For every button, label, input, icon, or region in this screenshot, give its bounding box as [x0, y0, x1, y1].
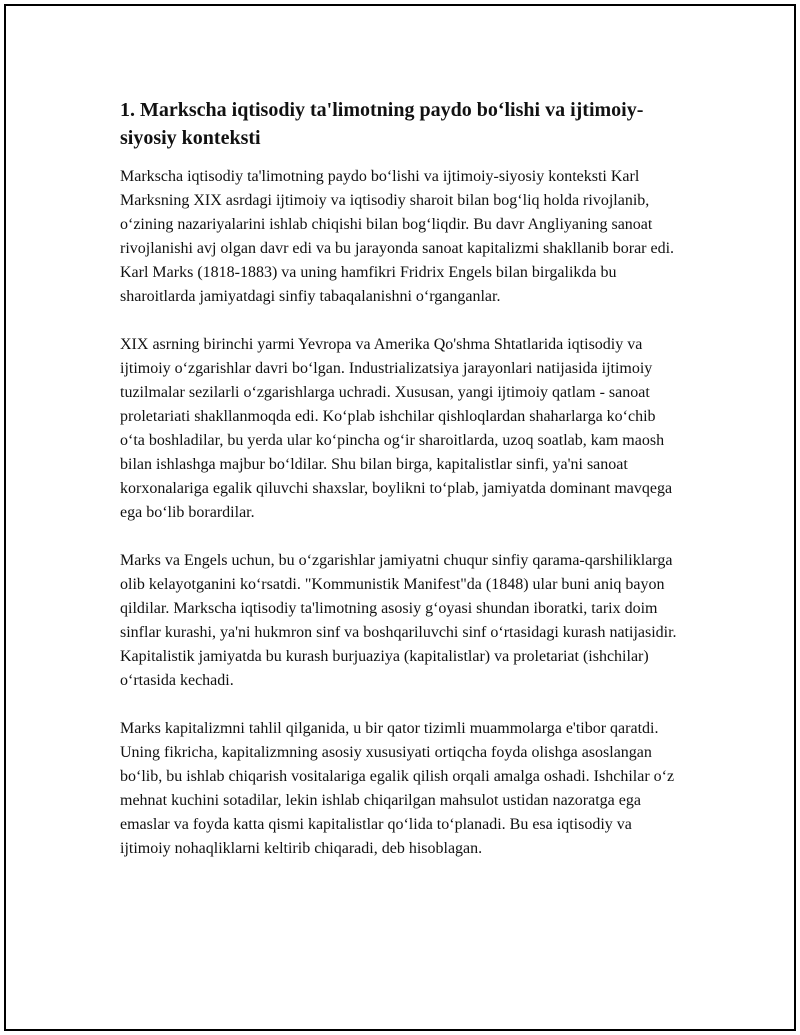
paragraph-4: Marks kapitalizmni tahlil qilganida, u bir qator tizimli muammolarga e'tibor qaratdi. Uning fikricha, kapitalizmning asosiy xususiyati ortiqcha foyda olishga asoslangan bo‘lib, bu ishlab chiqarish vositalariga egalik qilish orqali amalga oshadi. Ishchilar o‘z mehnat kuchini sotadilar, lekin ishlab chiqarilgan mahsulot ustidan nazoratga ega emaslar va foyda katta qismi kapitalistlar qo‘lida to‘planadi. Bu esa iqtisodiy va ijtimoiy nohaqliklarni keltirib chiqaradi, deb hisoblagan.: [120, 720, 675, 857]
paragraph-2: XIX asrning birinchi yarmi Yevropa va Amerika Qo'shma Shtatlarida iqtisodiy va ijtimoiy o‘zgarishlar davri bo‘lgan. Industrializatsiya jarayonlari natijasida ijtimoiy tuzilmalar sezilarli o‘zgarishlarga uchradi. Xususan, yangi ijtimoiy qatlam - sanoat proletariati shakllanmoqda edi. Ko‘plab ishchilar qishloqlardan shaharlarga ko‘chib o‘ta boshladilar, bu yerda ular ko‘pincha og‘ir sharoitlarda, uzoq soatlab, kam maosh bilan ishlashga majbur bo‘ldilar. Shu bilan birga, kapitalistlar sinfi, ya'ni sanoat korxonalariga egalik qiluvchi shaxslar, boylikni to‘plab, jamiyatda dominant mavqega ega bo‘lib borardilar.: [120, 336, 673, 521]
document-page: [4, 4, 796, 1031]
paragraph-3: Marks va Engels uchun, bu o‘zgarishlar jamiyatni chuqur sinfiy qarama-qarshiliklarga olib kelayotganini ko‘rsatdi. "Kommunistik Manifest"da (1848) ular buni aniq bayon qildilar. Markscha iqtisodiy ta'limotning asosiy g‘oyasi shundan iboratki, tarix doim sinflar kurashi, ya'ni hukmron sinf va boshqariluvchi sinf o‘rtasidagi kurash natijasidir. Kapitalistik jamiyatda bu kurash burjuaziya (kapitalistlar) va proletariat (ishchilar) o‘rtasida kechadi.: [120, 552, 677, 689]
paragraph-1: Markscha iqtisodiy ta'limotning paydo bo‘lishi va ijtimoiy-siyosiy konteksti Karl Marksning XIX asrdagi ijtimoiy va iqtisodiy sharoit bilan bog‘liq holda rivojlanib, o‘zining nazariyalarini ishlab chiqishi bilan bog‘liqdir. Bu davr Angliyaning sanoat rivojlanishi avj olgan davr edi va bu jarayonda sanoat kapitalizmi shakllanib borar edi. Karl Marks (1818-1883) va uning hamfikri Fridrix Engels bilan birgalikda bu sharoitlarda jamiyatdagi sinfiy tabaqalanishni o‘rganganlar.: [120, 168, 675, 305]
document-body: [120, 96, 680, 885]
section-heading: 1. Markscha iqtisodiy ta'limotning paydo bo‘lishi va ijtimoiy-siyosiy konteksti: [120, 99, 644, 149]
